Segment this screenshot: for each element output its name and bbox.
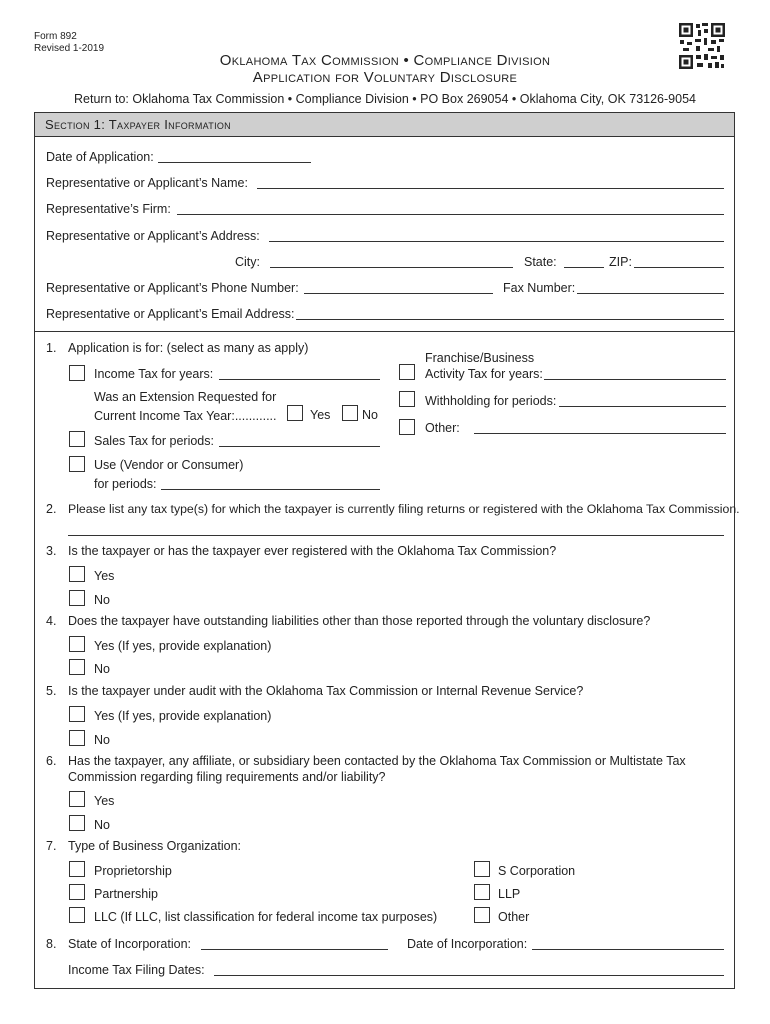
rep-firm-field[interactable] bbox=[177, 214, 724, 215]
rep-name-label: Representative or Applicant’s Name: bbox=[46, 176, 248, 190]
q3-text: Is the taxpayer or has the taxpayer ever registered with the Oklahoma Tax Commission? bbox=[68, 544, 557, 558]
other-tax-label: Other: bbox=[425, 421, 460, 435]
q1-number: 1. bbox=[46, 341, 57, 355]
partnership-checkbox[interactable] bbox=[69, 884, 85, 900]
q5-text: Is the taxpayer under audit with the Oklahoma Tax Commission or Internal Revenue Service? bbox=[68, 684, 584, 698]
llc-checkbox[interactable] bbox=[69, 907, 85, 923]
zip-field[interactable] bbox=[634, 267, 724, 268]
sales-tax-label: Sales Tax for periods: bbox=[94, 434, 214, 448]
withholding-checkbox[interactable] bbox=[399, 391, 415, 407]
franchise-years-field[interactable] bbox=[544, 379, 726, 380]
q4-no-checkbox[interactable] bbox=[69, 659, 85, 675]
form-number: Form 892 bbox=[34, 31, 77, 42]
extension-no-checkbox[interactable] bbox=[342, 405, 358, 421]
q6-yes-label: Yes bbox=[94, 794, 115, 808]
q8-number: 8. bbox=[46, 937, 57, 951]
rep-address-label: Representative or Applicant’s Address: bbox=[46, 229, 260, 243]
fax-label: Fax Number: bbox=[503, 281, 576, 295]
q3-no-checkbox[interactable] bbox=[69, 590, 85, 606]
q6-text-line1: Has the taxpayer, any affiliate, or subsidiary been contacted by the Oklahoma Tax Commission or Multistate Tax bbox=[68, 754, 686, 768]
q7-number: 7. bbox=[46, 839, 57, 853]
extension-yes-label: Yes bbox=[310, 408, 331, 422]
other-org-checkbox[interactable] bbox=[474, 907, 490, 923]
rep-firm-label: Representative’s Firm: bbox=[46, 202, 171, 216]
llp-checkbox[interactable] bbox=[474, 884, 490, 900]
state-label: State: bbox=[524, 255, 557, 269]
date-of-application-label: Date of Application: bbox=[46, 150, 154, 164]
proprietorship-label: Proprietorship bbox=[94, 864, 172, 878]
other-tax-checkbox[interactable] bbox=[399, 419, 415, 435]
s-corp-label: S Corporation bbox=[498, 864, 576, 878]
other-tax-field[interactable] bbox=[474, 433, 726, 434]
q4-no-label: No bbox=[94, 662, 110, 676]
q2-text: Please list any tax type(s) for which the taxpayer is currently filing returns or registered with the Oklahoma Tax Commission. bbox=[68, 502, 740, 516]
llc-label: LLC (If LLC, list classification for federal income tax purposes) bbox=[94, 910, 438, 924]
q4-text: Does the taxpayer have outstanding liabilities other than those reported through the voluntary disclosure? bbox=[68, 614, 651, 628]
date-of-incorporation-field[interactable] bbox=[532, 949, 724, 950]
zip-label: ZIP: bbox=[609, 255, 632, 269]
use-tax-periods-field[interactable] bbox=[161, 489, 380, 490]
section1-heading-bar bbox=[35, 113, 734, 137]
form-title-line1: Oklahoma Tax Commission • Compliance Division bbox=[219, 52, 551, 69]
state-of-incorporation-label: State of Incorporation: bbox=[68, 937, 191, 951]
city-field[interactable] bbox=[270, 267, 513, 268]
q6-yes-checkbox[interactable] bbox=[69, 791, 85, 807]
q5-yes-label: Yes (If yes, provide explanation) bbox=[94, 709, 272, 723]
proprietorship-checkbox[interactable] bbox=[69, 861, 85, 877]
withholding-label: Withholding for periods: bbox=[425, 394, 557, 408]
filing-dates-field[interactable] bbox=[214, 975, 724, 976]
q5-yes-checkbox[interactable] bbox=[69, 706, 85, 722]
rep-name-field[interactable] bbox=[257, 188, 724, 189]
use-tax-label-line1: Use (Vendor or Consumer) bbox=[94, 458, 244, 472]
q4-yes-label: Yes (If yes, provide explanation) bbox=[94, 639, 272, 653]
date-of-application-field[interactable] bbox=[158, 162, 311, 163]
withholding-periods-field[interactable] bbox=[559, 406, 726, 407]
q7-text: Type of Business Organization: bbox=[68, 839, 242, 853]
form-title-line2: Application for Voluntary Disclosure bbox=[252, 69, 518, 86]
q4-yes-checkbox[interactable] bbox=[69, 636, 85, 652]
q5-number: 5. bbox=[46, 684, 57, 698]
filing-dates-label: Income Tax Filing Dates: bbox=[68, 963, 205, 977]
q3-number: 3. bbox=[46, 544, 57, 558]
q6-no-label: No bbox=[94, 818, 110, 832]
q2-number: 2. bbox=[46, 502, 57, 516]
q3-yes-checkbox[interactable] bbox=[69, 566, 85, 582]
date-of-incorporation-label: Date of Incorporation: bbox=[407, 937, 528, 951]
qr-code-icon bbox=[678, 22, 726, 70]
extension-label-line2: Current Income Tax Year:............ bbox=[94, 409, 277, 423]
q2-answer-field[interactable] bbox=[68, 535, 724, 536]
income-tax-years-field[interactable] bbox=[219, 379, 380, 380]
email-label: Representative or Applicant’s Email Address: bbox=[46, 307, 295, 321]
q4-number: 4. bbox=[46, 614, 57, 628]
llp-label: LLP bbox=[498, 887, 521, 901]
income-tax-label: Income Tax for years: bbox=[94, 367, 214, 381]
extension-yes-checkbox[interactable] bbox=[287, 405, 303, 421]
sales-tax-checkbox[interactable] bbox=[69, 431, 85, 447]
franchise-label-line2: Activity Tax for years: bbox=[425, 367, 543, 381]
phone-label: Representative or Applicant’s Phone Number: bbox=[46, 281, 299, 295]
q3-no-label: No bbox=[94, 593, 110, 607]
q3-yes-label: Yes bbox=[94, 569, 115, 583]
state-field[interactable] bbox=[564, 267, 604, 268]
extension-no-label: No bbox=[362, 408, 378, 422]
email-field[interactable] bbox=[296, 319, 724, 320]
other-org-label: Other bbox=[498, 910, 530, 924]
use-tax-label-line2: for periods: bbox=[94, 477, 157, 491]
use-tax-checkbox[interactable] bbox=[69, 456, 85, 472]
return-address: Return to: Oklahoma Tax Commission • Compliance Division • PO Box 269054 • Oklahoma City, OK 73126-9054 bbox=[74, 92, 696, 106]
income-tax-checkbox[interactable] bbox=[69, 365, 85, 381]
q1-text: Application is for: (select as many as apply) bbox=[68, 341, 309, 355]
s-corp-checkbox[interactable] bbox=[474, 861, 490, 877]
sales-tax-periods-field[interactable] bbox=[219, 446, 380, 447]
q5-no-checkbox[interactable] bbox=[69, 730, 85, 746]
state-of-incorporation-field[interactable] bbox=[201, 949, 388, 950]
extension-label-line1: Was an Extension Requested for bbox=[94, 390, 277, 404]
franchise-tax-checkbox[interactable] bbox=[399, 364, 415, 380]
city-label: City: bbox=[235, 255, 260, 269]
divider bbox=[35, 331, 734, 332]
phone-field[interactable] bbox=[304, 293, 493, 294]
q5-no-label: No bbox=[94, 733, 110, 747]
rep-address-field[interactable] bbox=[269, 241, 724, 242]
q6-number: 6. bbox=[46, 754, 57, 768]
partnership-label: Partnership bbox=[94, 887, 158, 901]
fax-field[interactable] bbox=[577, 293, 724, 294]
q6-text-line2: Commission regarding filing requirements and/or liability? bbox=[68, 770, 386, 784]
q6-no-checkbox[interactable] bbox=[69, 815, 85, 831]
section1-heading: Section 1: Taxpayer Information bbox=[45, 117, 231, 132]
franchise-label-line1: Franchise/Business bbox=[425, 351, 535, 365]
revised-date: Revised 1-2019 bbox=[34, 43, 105, 54]
